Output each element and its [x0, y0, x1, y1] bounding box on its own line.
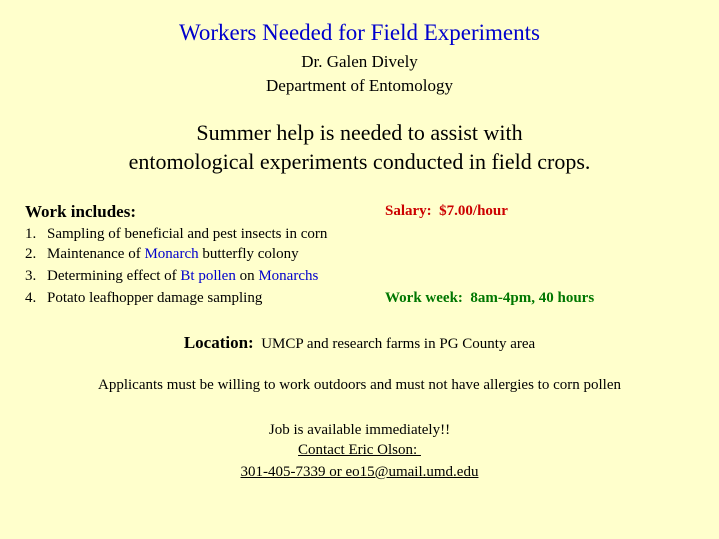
author-name: Dr. Galen Dively: [301, 52, 418, 71]
salary-text: Salary: $7.00/hour: [385, 203, 508, 219]
work-includes-heading: Work includes:: [25, 202, 136, 221]
location-label: Location:: [183, 333, 254, 352]
availability-text: Job is available immediately!!: [268, 422, 451, 438]
intro-line-2: entomological experiments conducted in field crops.: [128, 149, 591, 174]
location-line: [0, 333, 719, 353]
list-item-number: 3.: [25, 268, 37, 284]
page-title: Workers Needed for Field Experiments: [179, 20, 540, 45]
monarch-highlight: Monarch: [144, 246, 199, 262]
monarchs-highlight: Monarchs: [258, 268, 319, 284]
list-item-number: 1.: [25, 226, 37, 242]
contact-label: Contact Eric Olson:: [298, 442, 421, 458]
list-item-text-pre: Determining effect of: [47, 268, 181, 284]
list-item: [25, 268, 318, 285]
list-item-text: Sampling of beneficial and pest insects in corn: [47, 226, 328, 242]
list-item-text-mid: on: [235, 268, 259, 284]
list-item: [25, 290, 262, 307]
list-item-number: 2.: [25, 246, 37, 262]
bt-pollen-highlight: Bt pollen: [180, 268, 236, 284]
contact-details: 301-405-7339 or eo15@umail.umd.edu: [240, 464, 479, 480]
work-week-text: Work week: 8am-4pm, 40 hours: [385, 290, 595, 306]
list-item-text: Potato leafhopper damage sampling: [47, 290, 263, 306]
list-item: [25, 226, 327, 243]
applicants-requirement: Applicants must be willing to work outdoors and must not have allergies to corn pollen: [98, 377, 621, 393]
list-item-text-post: butterfly colony: [198, 246, 299, 262]
intro-line-1: Summer help is needed to assist with: [196, 120, 523, 145]
department-name: Department of Entomology: [266, 76, 453, 95]
list-item-text-pre: Maintenance of: [47, 246, 145, 262]
list-item-number: 4.: [25, 290, 37, 306]
list-item: [25, 246, 299, 263]
location-text: UMCP and research farms in PG County area: [261, 336, 536, 352]
